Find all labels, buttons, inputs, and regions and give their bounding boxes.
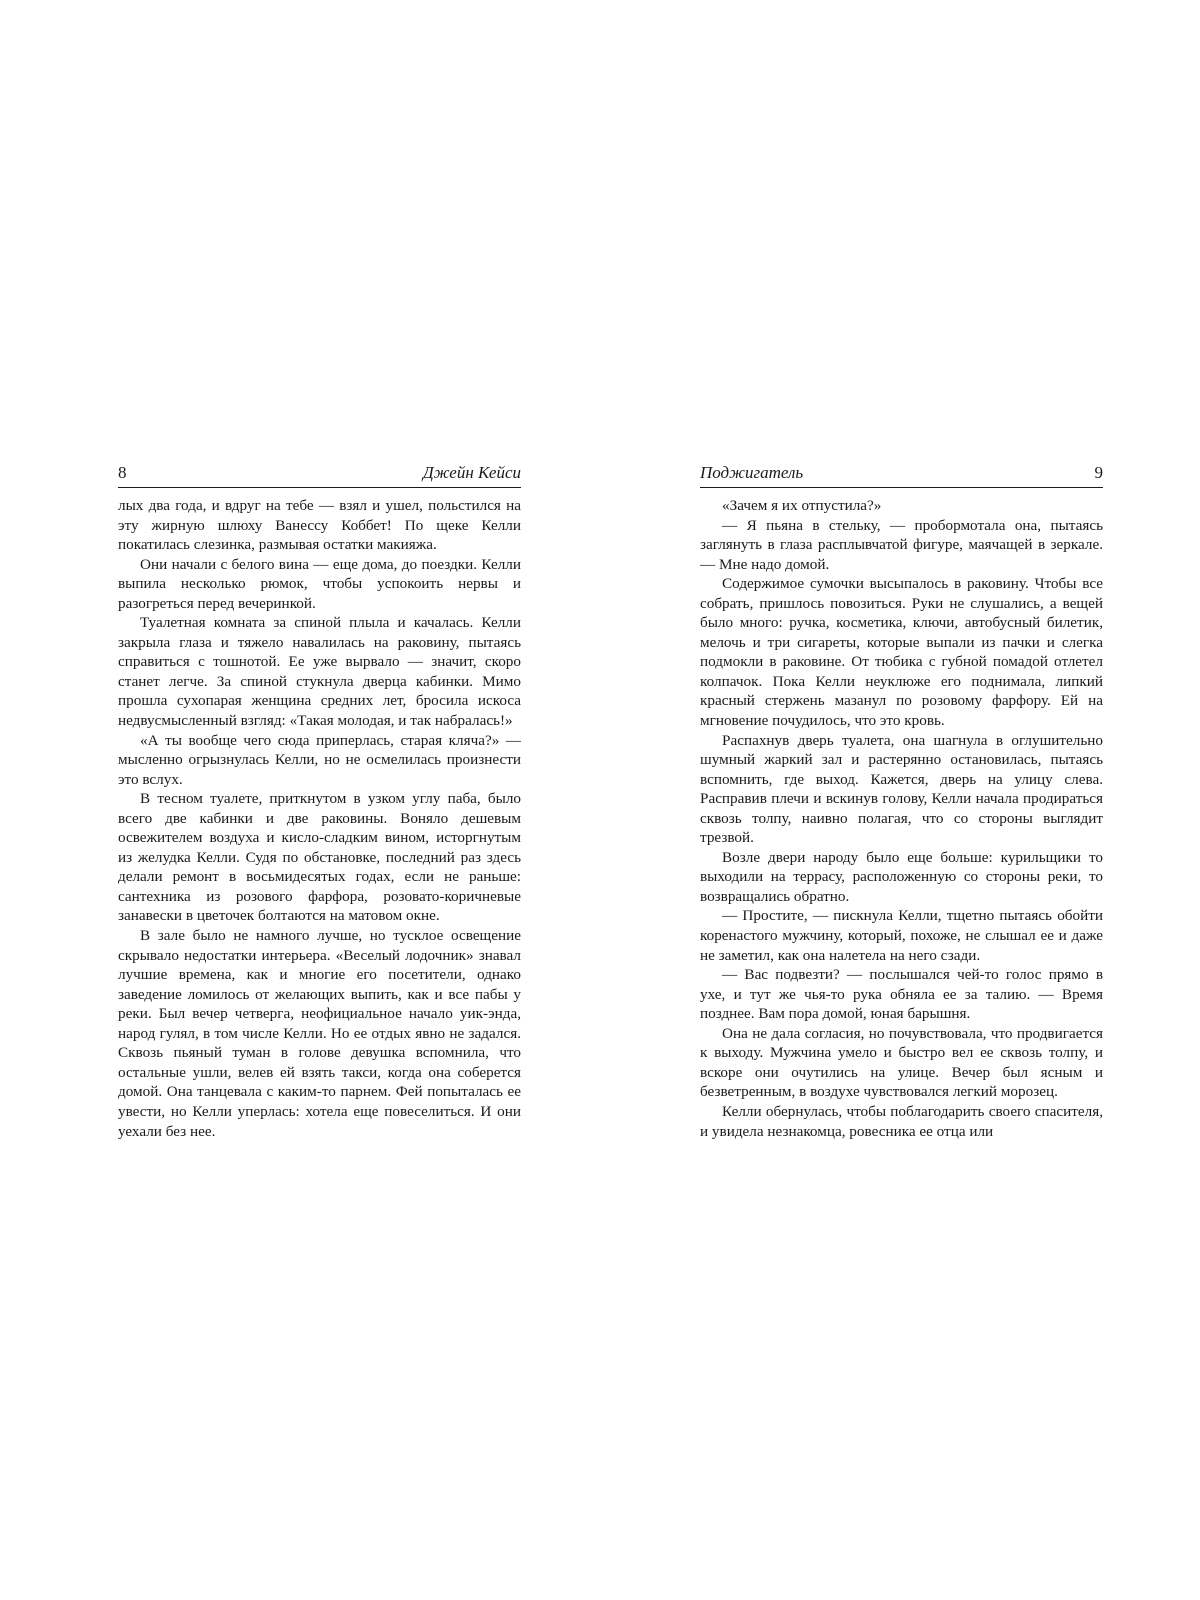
paragraph: Они начали с белого вина — еще дома, до поездки. Келли выпила несколько рюмок, чтобы успокоить нервы и разогреться перед вечеринкой. — [118, 555, 521, 612]
paragraph: Содержимое сумочки высыпалось в раковину. Чтобы все собрать, пришлось повозиться. Руки не слушались, а вещей было много: ручка, косметика, ключи, автобусный билетик, мелочь и три сигареты, которые выпали из пачки и слегка подмокли в раковине. От тюбика с губной помадой отлетел колпачок. Пока Келли неуклюже его поднимала, липкий красный стержень мазанул по розовому фарфору. Ей на мгновение почудилось, что это кровь. — [700, 575, 1103, 730]
paragraph: «А ты вообще чего сюда приперлась, старая кляча?» — мысленно огрызнулась Келли, но не осмелилась произнести это вслух. — [118, 731, 521, 788]
running-head — [700, 462, 1103, 488]
book-title: Поджигатель — [700, 463, 804, 482]
page-number: 8 — [118, 463, 127, 482]
paragraph: Келли обернулась, чтобы поблагодарить своего спасителя, и увидела незнакомца, ровесника ее отца или — [700, 1102, 1103, 1140]
paragraph: «Зачем я их отпустила?» — [722, 497, 882, 514]
paragraph: Туалетная комната за спиной плыла и качалась. Келли закрыла глаза и тяжело навалилась на раковину, пытаясь справиться с тошнотой. Ее уже вырвало — значит, скоро станет легче. За спиной стукнула дверца кабинки. Мимо прошла сухопарая женщина средних лет, бросила искоса недвусмысленный взгляд: «Такая молодая, и так набралась!» — [118, 614, 521, 730]
paragraph: лых два года, и вдруг на тебе — взял и ушел, польстился на эту жирную шлюху Ванессу Коббет! По щеке Келли покатилась слезинка, размывая остатки макияжа. — [118, 497, 521, 554]
author-name: Джейн Кейси — [422, 463, 521, 482]
paragraph: Возле двери народу было еще больше: курильщики то выходили на террасу, расположенную со стороны реки, то возвращались обратно. — [700, 848, 1103, 905]
paragraph: — Вас подвезти? — послышался чей-то голос прямо в ухе, и тут же чья-то рука обняла ее за талию. — Время позднее. Вам пора домой, юная барышня. — [700, 966, 1103, 1023]
paragraph: — Простите, — пискнула Келли, тщетно пытаясь обойти коренастого мужчину, который, похоже, не слышал ее и даже не заметил, как она налетела на него сзади. — [700, 907, 1103, 964]
right-page — [700, 462, 1103, 1141]
body-text — [118, 496, 521, 1141]
body-text — [700, 496, 1103, 1141]
paragraph: В зале было не намного лучше, но тусклое освещение скрывало недостатки интерьера. «Веселый лодочник» знавал лучшие времена, как и многие его посетители, однако заведение ломилось от желающих выпить, как и все пабы у реки. Был вечер четверга, неофициальное начало уик-энда, народ гулял, в том числе Келли. Но ее отдых явно не задался. Сквозь пьяный туман в голове девушка вспомнила, что остальные ушли, велев ей взять такси, когда она соберется домой. Она танцевала с каким-то парнем. Фей попыталась ее увести, но Келли уперлась: хотела еще повеселиться. И они уехали без нее. — [118, 927, 521, 1140]
running-head — [118, 462, 521, 488]
paragraph: В тесном туалете, приткнутом в узком углу паба, было всего две кабинки и две раковины. Воняло дешевым освежителем воздуха и кисло-сладким вином, исторгнутым из желудка Келли. Судя по обстановке, последний раз здесь делали ремонт в восьмидесятых годах, если не раньше: сантехника из розового фарфора, розовато-коричневые занавески в цветочек болтаются на матовом окне. — [118, 790, 521, 925]
paragraph: — Я пьяна в стельку, — пробормотала она, пытаясь заглянуть в глаза расплывчатой фигуре, маячащей в зеркале. — Мне надо домой. — [700, 516, 1103, 573]
page-number: 9 — [1094, 463, 1103, 482]
paragraph: Она не дала согласия, но почувствовала, что продвигается к выходу. Мужчина умело и быстро вел ее сквозь толпу, и вскоре они очутились на улице. Вечер был ясным и безветренным, в воздухе чувствовался легкий морозец. — [700, 1024, 1103, 1101]
left-page — [118, 462, 521, 1141]
paragraph: Распахнув дверь туалета, она шагнула в оглушительно шумный жаркий зал и растерянно остановилась, пытаясь вспомнить, где выход. Кажется, дверь на улицу слева. Расправив плечи и вскинув голову, Келли начала продираться сквозь толпу, наивно полагая, что со стороны выглядит трезвой. — [700, 731, 1103, 847]
